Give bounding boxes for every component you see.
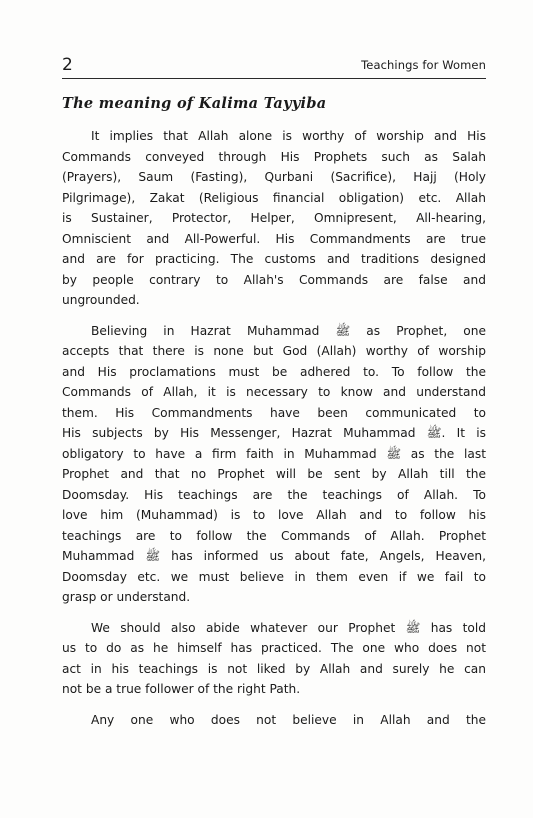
text-line: ungrounded. [62, 293, 140, 307]
text-line: Prophet and that no Prophet will be sent by Allah till the [62, 467, 486, 481]
text-line: Any one who does not believe in Allah and the [91, 712, 486, 727]
text-line: Commands of Allah, it is necessary to know and understand [62, 385, 486, 399]
body-text [62, 126, 486, 740]
running-title: Teachings for Women [361, 58, 486, 72]
text-line: us to do as he himself has practiced. The one who does not [62, 641, 486, 655]
text-line: not be a true follower of the right Path. [62, 682, 301, 696]
text-line: We should also abide whatever our Prophet ﷺ has told [91, 620, 486, 635]
text-line: Doomsday. His teachings are the teachings of Allah. To [62, 487, 486, 502]
text-line: act in his teachings is not liked by Allah and surely he can [62, 661, 486, 676]
text-line: Muhammad ﷺ has informed us about fate, Angels, Heaven, [62, 549, 486, 563]
paragraph-3 [62, 618, 486, 700]
header-rule [62, 78, 486, 79]
text-line: (Prayers), Saum (Fasting), Qurbani (Sacrifice), Hajj (Holy [62, 170, 486, 184]
text-line: accepts that there is none but God (Allah) worthy of worship [62, 344, 486, 358]
text-line: Omniscient and All-Powerful. His Commandments are true [62, 231, 486, 246]
text-line: Doomsday etc. we must believe in them even if we fail to [62, 569, 486, 584]
paragraph-1 [62, 126, 486, 311]
page-number: 2 [62, 55, 73, 75]
text-line: Believing in Hazrat Muhammad ﷺ as Prophet, one [91, 323, 486, 338]
text-line: by people contrary to Allah's Commands are false and [62, 272, 486, 287]
paragraph-2 [62, 321, 486, 608]
text-line: Pilgrimage), Zakat (Religious financial obligation) etc. Allah [62, 190, 486, 205]
text-line: love him (Muhammad) is to love Allah and to follow his [62, 508, 486, 522]
text-line: It implies that Allah alone is worthy of worship and His [91, 129, 486, 143]
text-line: Commands conveyed through His Prophets such as Salah [62, 149, 486, 164]
text-line: and His proclamations must be adhered to. To follow the [62, 364, 486, 379]
paragraph-4 [62, 710, 486, 731]
text-line: them. His Commandments have been communicated to [62, 405, 486, 420]
section-title: The meaning of Kalima Tayyiba [62, 95, 327, 112]
text-line: teachings are to follow the Commands of Allah. Prophet [62, 528, 486, 543]
text-line: and are for practicing. The customs and traditions designed [62, 252, 486, 266]
text-line: grasp or understand. [62, 590, 191, 604]
text-line: His subjects by His Messenger, Hazrat Muhammad ﷺ. It is [62, 426, 486, 440]
text-line: obligatory to have a firm faith in Muhammad ﷺ as the last [62, 446, 486, 461]
page-header [62, 55, 488, 77]
text-line: is Sustainer, Protector, Helper, Omnipresent, All-hearing, [62, 211, 486, 225]
